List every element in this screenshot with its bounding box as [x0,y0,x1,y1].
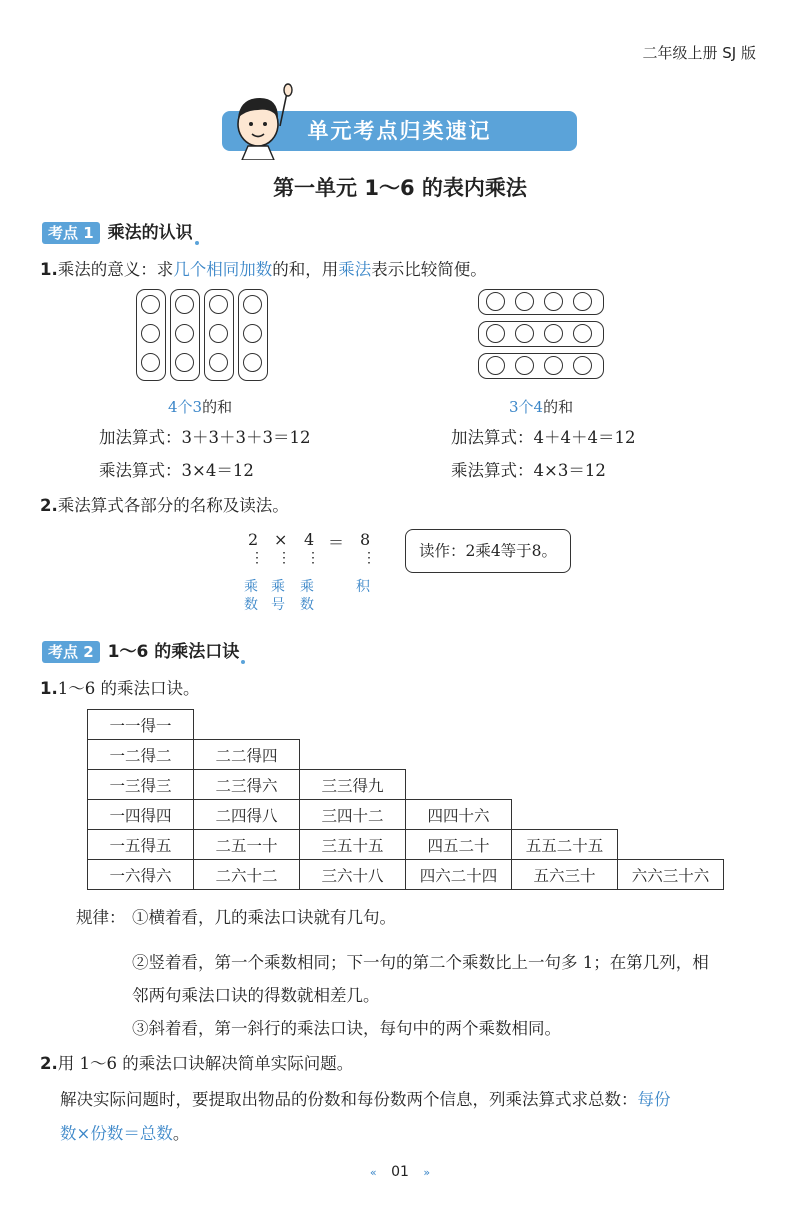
dot [141,324,160,343]
dot [486,292,505,311]
table-cell: 二六十二 [194,860,300,890]
dot [544,292,563,311]
table-cell: 三三得九 [300,770,406,800]
dotted-connector: ⋮ [277,550,291,566]
section1-item2: 2.乘法算式各部分的名称及读法。 [40,496,289,515]
table-cell: 三四十二 [300,800,406,830]
table-row [88,770,724,800]
eq-equals: ＝ [328,533,345,552]
table-cell: 四五二十 [406,830,512,860]
read-as-box: 读作：2乘4等于8。 [405,529,571,573]
dot [515,356,534,375]
dot [209,295,228,314]
section2-heading [42,637,239,663]
left-multiplication: 乘法算式：3×4＝12 [99,461,254,480]
right-dot-figure [478,289,606,383]
chevron-left-icon: « [369,1166,377,1179]
table-cell: 三六十八 [300,860,406,890]
dot [243,353,262,372]
dot [573,324,592,343]
label-factor-a: 乘数 [244,579,258,613]
table-row [88,800,724,830]
table-row [88,830,724,860]
right-caption: 3个4的和 [509,398,574,416]
dot [175,295,194,314]
label-product: 积 [356,579,370,595]
dot [209,353,228,372]
table-cell: 五六三十 [512,860,618,890]
chevron-right-icon: » [423,1166,431,1179]
table-row [88,860,724,890]
dot [141,295,160,314]
dot [486,356,505,375]
left-addition: 加法算式：3＋3＋3＋3＝12 [99,428,311,447]
label-times-sign: 乘号 [271,579,285,613]
table-cell: 六六三十六 [618,860,724,890]
section2-item2: 2.用 1～6 的乘法口诀解决简单实际问题。 [40,1054,354,1073]
page-number: 01 [391,1164,409,1180]
rules-label: 规律： [76,908,126,927]
rule-3: ③斜着看，第一斜行的乘法口诀，每句中的两个乘数相同。 [132,1019,561,1038]
section2-badge: 考点 2 [42,641,100,663]
table-cell: 四四十六 [406,800,512,830]
section1-heading [42,218,193,244]
rule-2-line-2: 邻两句乘法口诀的得数就相差几。 [132,986,380,1005]
table-cell: 二四得八 [194,800,300,830]
dot [515,292,534,311]
table-cell: 五五二十五 [512,830,618,860]
dot [544,324,563,343]
dot [544,356,563,375]
grade-label: 二年级上册 SJ 版 [642,44,756,62]
table-cell: 四六二十四 [406,860,512,890]
dot [209,324,228,343]
left-caption: 4个3的和 [168,398,233,416]
table-cell: 一六得六 [88,860,194,890]
eq-times: × [274,530,288,549]
right-addition: 加法算式：4＋4＋4＝12 [451,428,636,447]
section1-badge: 考点 1 [42,222,100,244]
eq-factor-a: 2 [248,530,259,549]
right-multiplication: 乘法算式：4×3＝12 [451,461,606,480]
dot [573,292,592,311]
table-cell: 一三得三 [88,770,194,800]
section2-title: 1～6 的乘法口诀 [108,637,240,662]
rule-1: ①横着看，几的乘法口诀就有几句。 [132,908,396,927]
dot [515,324,534,343]
dot [243,324,262,343]
summary-line-2: 数×份数＝总数。 [60,1124,190,1143]
eq-factor-b: 4 [304,530,315,549]
page-footer [0,1164,800,1180]
dotted-connector: ⋮ [362,550,376,566]
table-cell: 三五十五 [300,830,406,860]
banner-title: 单元考点归类速记 [222,111,577,151]
section1-item1: 1.乘法的意义：求几个相同加数的和，用乘法表示比较简便。 [40,260,487,279]
left-dot-figure [136,289,268,383]
dotted-connector: ⋮ [250,550,264,566]
boy-mascot-icon [228,78,308,160]
multiplication-table [87,709,724,890]
dot [141,353,160,372]
dot [243,295,262,314]
table-cell: 一四得四 [88,800,194,830]
dot [573,356,592,375]
table-cell: 一二得二 [88,740,194,770]
dot [486,324,505,343]
table-cell: 二三得六 [194,770,300,800]
section1-title: 乘法的认识 [108,218,193,243]
rule-2-line-1: ②竖着看，第一个乘数相同；下一句的第二个乘数比上一句多 1；在第几列，相 [132,953,709,972]
unit-title: 第一单元 1～6 的表内乘法 [273,176,527,200]
table-cell: 一五得五 [88,830,194,860]
label-factor-b: 乘数 [300,579,314,613]
summary-line-1: 解决实际问题时，要提取出物品的份数和每份数两个信息，列乘法算式求总数：每份 [60,1090,671,1109]
dot [175,324,194,343]
section2-item1: 1.1～6 的乘法口诀。 [40,679,200,698]
table-row [88,740,724,770]
eq-product: 8 [360,530,371,549]
dot [175,353,194,372]
dotted-connector: ⋮ [306,550,320,566]
table-cell: 二五一十 [194,830,300,860]
table-row [88,710,724,740]
table-cell: 二二得四 [194,740,300,770]
equation-diagram [240,530,380,614]
table-cell: 一一得一 [88,710,194,740]
